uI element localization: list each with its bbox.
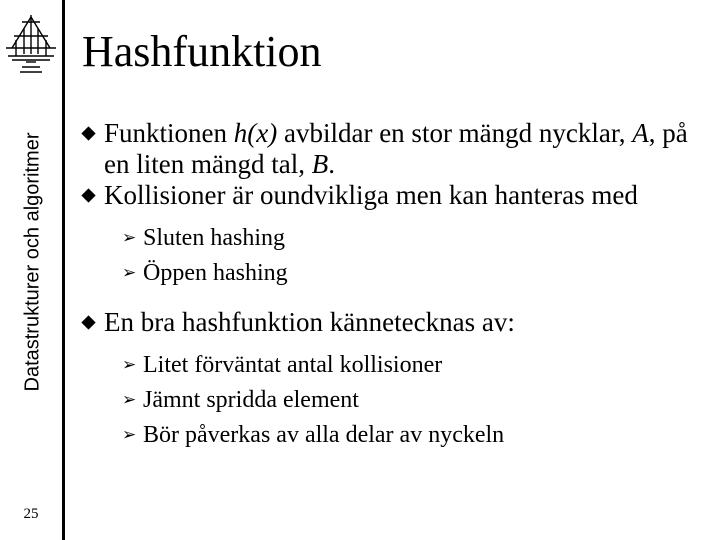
sidebar-divider (62, 0, 65, 540)
sub-list-item: ➢ Bör påverkas av alla delar av nyckeln (122, 418, 702, 453)
bullet-text: Funktionen h(x) avbildar en stor mängd nycklar, A, på en liten mängd tal, B. (104, 118, 688, 179)
bullet-item (82, 307, 702, 338)
course-title-vertical: Datastrukturer och algoritmer (21, 132, 44, 392)
arrow-bullet-icon: ➢ (122, 425, 137, 445)
sub-list-item: ➢ Litet förväntat antal kollisioner (122, 348, 702, 383)
sub-list-item: ➢ Sluten hashing (122, 221, 702, 256)
bullet-text: En bra hashfunktion kännetecknas av: (104, 307, 515, 337)
bullet-text: Kollisioner är oundvikliga men kan hanteras med (104, 180, 638, 210)
sub-list (82, 221, 702, 291)
bullet-item (82, 180, 702, 211)
slide-content (82, 118, 702, 469)
diamond-bullet-icon (81, 188, 95, 202)
sub-list-item: ➢ Jämnt spridda element (122, 383, 702, 418)
sub-list-item: ➢ Öppen hashing (122, 256, 702, 291)
sub-list (82, 348, 702, 453)
diamond-bullet-icon (81, 126, 95, 140)
page-number: 25 (23, 506, 39, 522)
arrow-bullet-icon: ➢ (122, 355, 137, 375)
university-logo-icon (2, 12, 60, 74)
bullet-item (82, 118, 702, 180)
arrow-bullet-icon: ➢ (122, 228, 137, 248)
arrow-bullet-icon: ➢ (122, 390, 137, 410)
sidebar (0, 0, 62, 540)
slide-title: Hashfunktion (82, 27, 322, 76)
diamond-bullet-icon (81, 315, 95, 329)
arrow-bullet-icon: ➢ (122, 263, 137, 283)
